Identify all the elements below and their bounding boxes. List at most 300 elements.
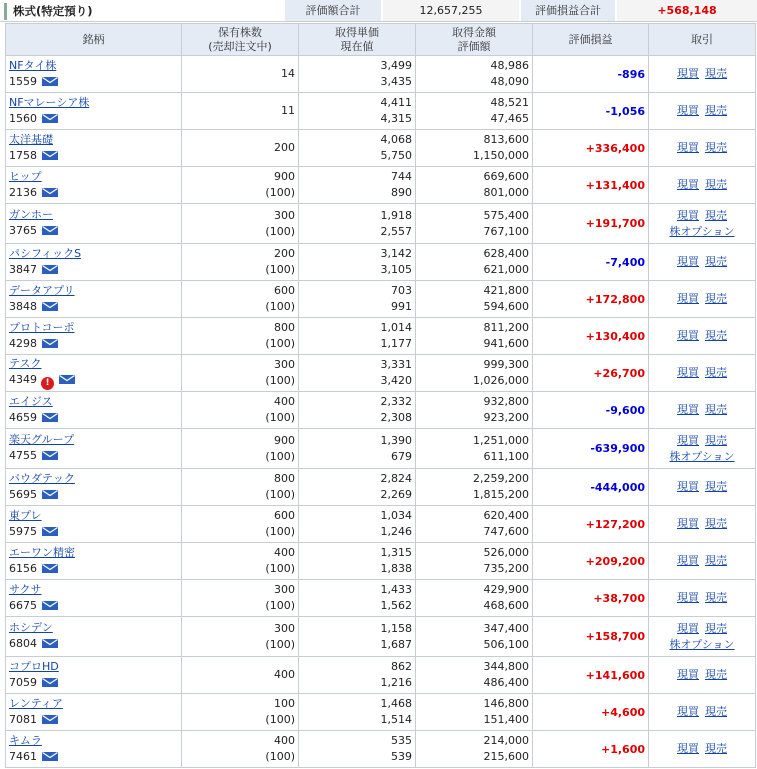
buy-link[interactable]: 現買 [677, 178, 699, 191]
mail-icon[interactable] [42, 263, 58, 279]
table-row [6, 657, 756, 694]
sell-link[interactable]: 現売 [705, 178, 727, 191]
stock-option-link[interactable]: 株オプション [669, 637, 735, 651]
trade-cell [649, 204, 756, 244]
shares-cell [182, 167, 299, 204]
stock-cell [6, 355, 182, 392]
shares-held: 800 [274, 472, 295, 485]
cost-price: 4,411 [380, 96, 412, 109]
shares-held: 800 [274, 321, 295, 334]
buy-link[interactable]: 現買 [677, 480, 699, 493]
cost-price: 1,468 [380, 697, 412, 710]
shares-pending: (100) [265, 300, 295, 313]
cost-amount: 628,400 [483, 247, 529, 260]
pl-cell [533, 281, 649, 318]
buy-link[interactable]: 現買 [677, 554, 699, 567]
cost-amount: 344,800 [483, 660, 529, 673]
price-cell [299, 204, 416, 244]
eval-amount: 1,026,000 [473, 374, 529, 387]
stock-code: 6804 [9, 637, 37, 650]
stock-code: 7461 [9, 749, 37, 763]
pl-total-label: 評価損益合計 [521, 0, 615, 21]
eval-amount: 468,600 [483, 599, 529, 612]
table-row [6, 694, 756, 731]
current-price: 1,562 [380, 599, 412, 612]
table-row [6, 543, 756, 580]
buy-link[interactable]: 現買 [677, 67, 699, 80]
stock-cell [6, 281, 182, 318]
sell-link[interactable]: 現売 [705, 517, 727, 530]
stock-name-link[interactable]: 東プレ [9, 508, 42, 522]
table-row [6, 506, 756, 543]
eval-total-value: 12,657,255 [383, 0, 519, 21]
current-price: 1,687 [380, 637, 412, 651]
pl-cell [533, 657, 649, 694]
sell-link[interactable]: 現売 [705, 255, 727, 268]
table-row [6, 617, 756, 657]
buy-link[interactable]: 現買 [677, 104, 699, 117]
cost-amount: 347,400 [483, 621, 529, 635]
sell-link[interactable]: 現売 [705, 480, 727, 493]
stock-cell [6, 130, 182, 167]
stock-code: 7059 [9, 675, 37, 689]
table-row [6, 281, 756, 318]
stock-cell [6, 392, 182, 429]
buy-link[interactable]: 現買 [677, 591, 699, 604]
pl-value: -1,056 [605, 104, 645, 118]
table-row [6, 204, 756, 244]
cost-price: 3,142 [380, 247, 412, 260]
buy-link[interactable]: 現買 [677, 705, 699, 718]
stock-cell [6, 93, 182, 130]
buy-link[interactable]: 現買 [677, 208, 699, 222]
trade-cell [649, 130, 756, 167]
trade-cell [649, 543, 756, 580]
current-price: 4,315 [380, 112, 412, 125]
stock-name-link[interactable]: ヒップ [9, 169, 42, 183]
price-cell [299, 318, 416, 355]
pl-cell [533, 130, 649, 167]
table-row [6, 93, 756, 130]
trade-cell [649, 93, 756, 130]
shares-cell [182, 731, 299, 768]
stock-name-link[interactable]: パシフィックS [9, 246, 82, 260]
cost-amount: 421,800 [483, 284, 529, 297]
price-cell [299, 429, 416, 469]
shares-held: 200 [274, 247, 295, 260]
cost-price: 1,158 [380, 621, 412, 635]
pl-cell [533, 543, 649, 580]
stock-code: 4298 [9, 336, 37, 350]
eval-amount: 923,200 [483, 411, 529, 424]
buy-link[interactable]: 現買 [677, 742, 699, 755]
shares-pending: (100) [265, 750, 295, 763]
pl-cell [533, 580, 649, 617]
pl-value: +130,400 [585, 329, 645, 343]
amount-cell [416, 731, 533, 768]
cost-price: 1,433 [380, 583, 412, 596]
trade-cell [649, 167, 756, 204]
trade-cell [649, 694, 756, 731]
sell-link[interactable]: 現売 [705, 554, 727, 567]
sell-link[interactable]: 現売 [705, 104, 727, 117]
shares-held: 400 [274, 734, 295, 747]
pl-cell [533, 617, 649, 657]
mail-icon[interactable] [42, 149, 58, 165]
pl-cell [533, 355, 649, 392]
shares-pending: (100) [265, 411, 295, 424]
price-cell [299, 167, 416, 204]
stock-cell [6, 244, 182, 281]
current-price: 1,514 [380, 713, 412, 726]
stock-code: 6156 [9, 561, 37, 575]
table-row [6, 244, 756, 281]
stock-name-link[interactable]: ガンホー [9, 208, 53, 221]
mail-icon[interactable] [42, 525, 58, 541]
pl-value: -896 [617, 67, 645, 81]
pl-value: +127,200 [585, 517, 645, 531]
stock-cell [6, 617, 182, 657]
cost-amount: 2,259,200 [473, 472, 529, 485]
cost-price: 2,332 [380, 395, 412, 408]
mail-icon[interactable] [42, 562, 58, 578]
price-cell [299, 469, 416, 506]
stock-code: 1758 [9, 148, 37, 162]
cost-price: 4,068 [380, 133, 412, 146]
shares-held: 200 [274, 141, 295, 154]
current-price: 539 [391, 750, 412, 763]
col-shares-header: 保有株数 (売却注文中) [182, 24, 299, 56]
stock-name-link[interactable]: 太洋基礎 [9, 132, 53, 146]
pl-cell [533, 506, 649, 543]
shares-cell [182, 392, 299, 429]
sell-link[interactable]: 現売 [705, 742, 727, 755]
mail-icon[interactable] [42, 186, 58, 202]
eval-amount: 594,600 [483, 300, 529, 313]
buy-link[interactable]: 現買 [677, 366, 699, 379]
current-price: 1,177 [380, 337, 412, 350]
trade-cell [649, 392, 756, 429]
stock-cell [6, 543, 182, 580]
price-cell [299, 93, 416, 130]
stock-name-link[interactable]: データアプリ [9, 283, 75, 297]
current-price: 3,420 [380, 374, 412, 387]
pl-cell [533, 167, 649, 204]
eval-amount: 1,815,200 [473, 488, 529, 501]
pl-value: +209,200 [585, 554, 645, 568]
shares-cell [182, 244, 299, 281]
mail-icon[interactable] [42, 224, 58, 240]
shares-held: 300 [274, 621, 295, 635]
cost-price: 535 [391, 734, 412, 747]
price-cell [299, 543, 416, 580]
price-cell [299, 731, 416, 768]
mail-icon[interactable] [42, 300, 58, 316]
price-cell [299, 617, 416, 657]
price-cell [299, 580, 416, 617]
shares-cell [182, 130, 299, 167]
eval-amount: 47,465 [490, 112, 529, 125]
pl-cell [533, 429, 649, 469]
cost-amount: 214,000 [483, 734, 529, 747]
buy-link[interactable]: 現買 [677, 141, 699, 154]
amount-cell [416, 506, 533, 543]
current-price: 5,750 [380, 149, 412, 162]
sell-link[interactable]: 現売 [705, 705, 727, 718]
sell-link[interactable]: 現売 [705, 433, 727, 447]
cost-amount: 932,800 [483, 395, 529, 408]
stock-name-link[interactable]: 楽天グループ [9, 433, 75, 446]
shares-cell [182, 429, 299, 469]
cost-price: 1,390 [380, 433, 412, 447]
pl-value: -9,600 [605, 403, 645, 417]
current-price: 2,557 [380, 224, 412, 238]
sell-link[interactable]: 現売 [705, 621, 727, 635]
cost-amount: 813,600 [483, 133, 529, 146]
trade-cell [649, 429, 756, 469]
shares-held: 400 [274, 668, 295, 681]
shares-pending: (100) [265, 525, 295, 538]
mail-icon[interactable] [42, 488, 58, 504]
stock-name-link[interactable]: コプロHD [9, 659, 59, 673]
mail-icon[interactable] [42, 337, 58, 353]
sell-link[interactable]: 現売 [705, 668, 727, 681]
stock-code: 1560 [9, 111, 37, 125]
cost-amount: 48,986 [490, 59, 529, 72]
buy-link[interactable]: 現買 [677, 668, 699, 681]
amount-cell [416, 244, 533, 281]
eval-amount: 735,200 [483, 562, 529, 575]
trade-cell [649, 56, 756, 93]
cost-amount: 1,251,000 [473, 433, 529, 447]
table-row [6, 318, 756, 355]
cost-price: 703 [391, 284, 412, 297]
pl-cell [533, 204, 649, 244]
cost-price: 1,315 [380, 546, 412, 559]
sell-link[interactable]: 現売 [705, 141, 727, 154]
amount-cell [416, 281, 533, 318]
pl-value: +336,400 [585, 141, 645, 155]
shares-held: 600 [274, 509, 295, 522]
cost-price: 862 [391, 660, 412, 673]
stock-code: 3847 [9, 262, 37, 276]
mail-icon[interactable] [59, 373, 75, 389]
stock-name-link[interactable]: レンティア [9, 696, 63, 710]
amount-cell [416, 392, 533, 429]
sell-link[interactable]: 現売 [705, 208, 727, 222]
shares-cell [182, 580, 299, 617]
amount-cell [416, 429, 533, 469]
stock-name-link[interactable]: ホシデン [9, 621, 53, 634]
mail-icon[interactable] [42, 676, 58, 692]
pl-value: +141,600 [585, 668, 645, 682]
trade-cell [649, 281, 756, 318]
mail-icon[interactable] [42, 637, 58, 653]
amount-cell [416, 93, 533, 130]
holdings-table [5, 23, 756, 768]
pl-value: +1,600 [600, 742, 645, 756]
mail-icon[interactable] [42, 75, 58, 91]
pl-cell [533, 469, 649, 506]
stock-cell [6, 429, 182, 469]
shares-held: 14 [281, 67, 295, 80]
table-row [6, 429, 756, 469]
current-price: 679 [391, 449, 412, 463]
shares-pending: (100) [265, 374, 295, 387]
shares-pending: (100) [265, 599, 295, 612]
stock-code: 3765 [9, 224, 37, 237]
stock-name-link[interactable]: テスク [9, 357, 42, 370]
shares-pending: (100) [265, 224, 295, 238]
trade-cell [649, 469, 756, 506]
stock-name-link[interactable]: エーワン精密 [9, 545, 75, 559]
eval-total-label: 評価額合計 [285, 0, 381, 21]
buy-link[interactable]: 現買 [677, 329, 699, 342]
stock-name-link[interactable]: NFタイ株 [9, 58, 57, 72]
stock-cell [6, 56, 182, 93]
pl-value: +191,700 [585, 217, 645, 230]
shares-cell [182, 204, 299, 244]
stock-code: 3848 [9, 299, 37, 313]
eval-amount: 747,600 [483, 525, 529, 538]
pl-value: -444,000 [590, 480, 645, 494]
table-row [6, 56, 756, 93]
eval-amount: 941,600 [483, 337, 529, 350]
buy-link[interactable]: 現買 [677, 621, 699, 635]
sell-link[interactable]: 現売 [705, 292, 727, 305]
shares-held: 900 [274, 170, 295, 183]
eval-amount: 215,600 [483, 750, 529, 763]
buy-link[interactable]: 現買 [677, 517, 699, 530]
current-price: 1,838 [380, 562, 412, 575]
mail-icon[interactable] [42, 411, 58, 427]
mail-icon[interactable] [42, 599, 58, 615]
stock-cell [6, 731, 182, 768]
amount-cell [416, 167, 533, 204]
stock-cell [6, 657, 182, 694]
table-row [6, 130, 756, 167]
amount-cell [416, 204, 533, 244]
sell-link[interactable]: 現売 [705, 366, 727, 379]
eval-amount: 506,100 [483, 637, 529, 651]
amount-cell [416, 469, 533, 506]
mail-icon[interactable] [42, 750, 58, 766]
price-cell [299, 130, 416, 167]
stock-code: 4755 [9, 449, 37, 462]
pl-value: +4,600 [600, 705, 645, 719]
buy-link[interactable]: 現買 [677, 433, 699, 447]
shares-cell [182, 506, 299, 543]
stock-name-link[interactable]: サクサ [9, 582, 42, 596]
stock-cell [6, 469, 182, 506]
buy-link[interactable]: 現買 [677, 255, 699, 268]
pl-cell [533, 318, 649, 355]
cost-amount: 811,200 [483, 321, 529, 334]
shares-held: 400 [274, 395, 295, 408]
stock-code: 4659 [9, 410, 37, 424]
amount-cell [416, 657, 533, 694]
table-header-row [6, 24, 756, 56]
eval-amount: 621,000 [483, 263, 529, 276]
mail-icon[interactable] [42, 713, 58, 729]
price-cell [299, 244, 416, 281]
current-price: 2,269 [380, 488, 412, 501]
stock-cell [6, 580, 182, 617]
pl-cell [533, 244, 649, 281]
price-cell [299, 694, 416, 731]
stock-code: 2136 [9, 185, 37, 199]
sell-link[interactable]: 現売 [705, 403, 727, 416]
stock-code: 1559 [9, 74, 37, 88]
stock-cell [6, 318, 182, 355]
shares-cell [182, 56, 299, 93]
trade-cell [649, 506, 756, 543]
eval-amount: 151,400 [483, 713, 529, 726]
table-row [6, 392, 756, 429]
cost-price: 3,331 [380, 358, 412, 371]
eval-amount: 801,000 [483, 186, 529, 199]
cost-price: 1,014 [380, 321, 412, 334]
pl-cell [533, 392, 649, 429]
current-price: 2,308 [380, 411, 412, 424]
pl-cell [533, 93, 649, 130]
shares-pending: (100) [265, 713, 295, 726]
buy-link[interactable]: 現買 [677, 292, 699, 305]
buy-link[interactable]: 現買 [677, 403, 699, 416]
cost-amount: 146,800 [483, 697, 529, 710]
eval-amount: 1,150,000 [473, 149, 529, 162]
stock-option-link[interactable]: 株オプション [669, 449, 735, 463]
mail-icon[interactable] [42, 449, 58, 465]
stock-option-link[interactable]: 株オプション [669, 224, 735, 238]
section-title: 株式(特定預り) [4, 3, 93, 20]
shares-cell [182, 318, 299, 355]
cost-amount: 526,000 [483, 546, 529, 559]
cost-price: 1,918 [380, 208, 412, 222]
stock-code: 4349 [9, 373, 37, 386]
shares-held: 900 [274, 433, 295, 447]
price-cell [299, 281, 416, 318]
cost-price: 744 [391, 170, 412, 183]
price-cell [299, 56, 416, 93]
current-price: 991 [391, 300, 412, 313]
eval-amount: 48,090 [490, 75, 529, 88]
sell-link[interactable]: 現売 [705, 67, 727, 80]
alert-icon[interactable]: ! [41, 377, 54, 390]
shares-pending: (100) [265, 263, 295, 276]
pl-cell [533, 56, 649, 93]
table-row [6, 469, 756, 506]
stock-name-link[interactable]: NFマレーシア株 [9, 95, 90, 109]
sell-link[interactable]: 現売 [705, 591, 727, 604]
cost-amount: 620,400 [483, 509, 529, 522]
amount-cell [416, 130, 533, 167]
pl-value: -7,400 [605, 255, 645, 269]
table-row [6, 580, 756, 617]
stock-name-link[interactable]: プロトコーポ [9, 320, 75, 334]
mail-icon[interactable] [42, 112, 58, 128]
shares-held: 100 [274, 697, 295, 710]
eval-amount: 611,100 [483, 449, 529, 463]
shares-held: 300 [274, 358, 295, 371]
amount-cell [416, 694, 533, 731]
pl-value: +172,800 [585, 292, 645, 306]
stock-name-link[interactable]: キムラ [9, 733, 42, 747]
stock-name-link[interactable]: バウダテック [9, 471, 75, 485]
shares-held: 300 [274, 583, 295, 596]
stock-name-link[interactable]: エイジス [9, 394, 53, 408]
sell-link[interactable]: 現売 [705, 329, 727, 342]
